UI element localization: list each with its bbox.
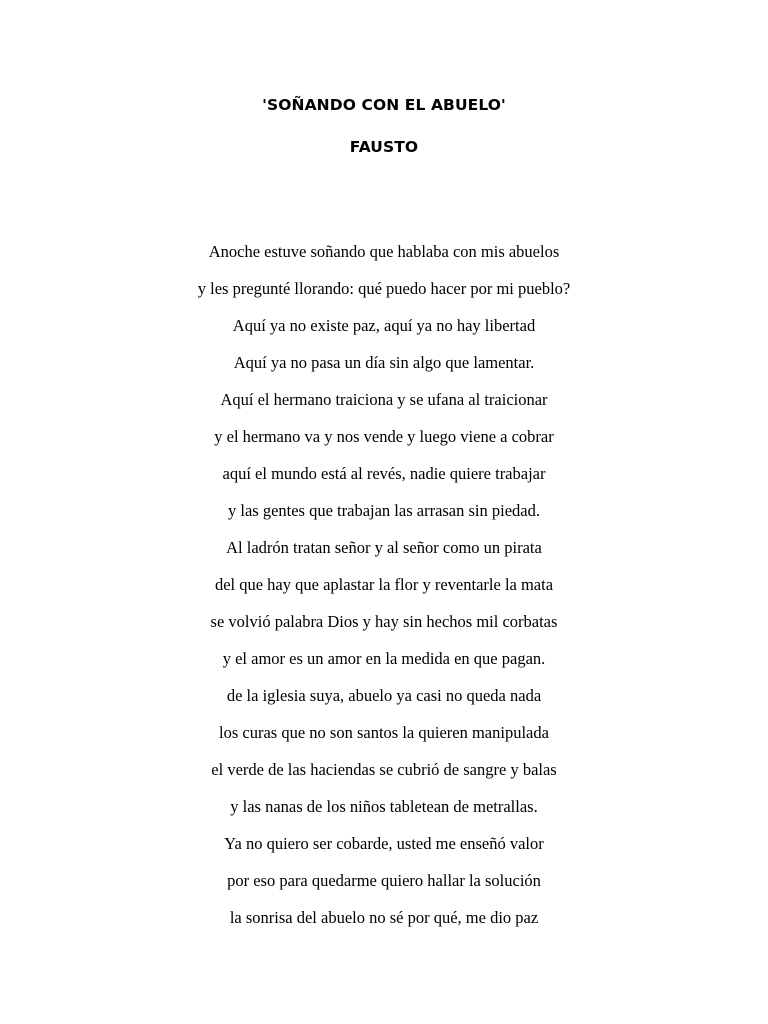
poem-line: por eso para quedarme quiero hallar la solución <box>227 871 541 890</box>
poem-line: los curas que no son santos la quieren manipulada <box>219 723 549 742</box>
poem-line: el verde de las haciendas se cubrió de sangre y balas <box>211 760 557 779</box>
poem-line: Aquí el hermano traiciona y se ufana al traicionar <box>220 390 548 409</box>
poem-title: 'SOÑANDO CON EL ABUELO' <box>262 96 506 114</box>
poem-line: y les pregunté llorando: qué puedo hacer por mi pueblo? <box>197 279 571 298</box>
poem-line: la sonrisa del abuelo no sé por qué, me dio paz <box>229 908 539 927</box>
poem-line: y el hermano va y nos vende y luego viene a cobrar <box>214 427 554 446</box>
poem-line: Aquí ya no existe paz, aquí ya no hay libertad <box>232 316 536 335</box>
poem-line: y las gentes que trabajan las arrasan sin piedad. <box>227 501 540 520</box>
poem-line: y el amor es un amor en la medida en que pagan. <box>222 649 546 668</box>
poem-author: FAUSTO <box>349 138 419 156</box>
poem-line: aquí el mundo está al revés, nadie quiere trabajar <box>222 464 546 483</box>
poem-line: y las nanas de los niños tabletean de metrallas. <box>230 797 538 816</box>
poem-line: Ya no quiero ser cobarde, usted me enseñó valor <box>224 834 544 853</box>
poem-line: Aquí ya no pasa un día sin algo que lamentar. <box>233 353 535 372</box>
poem-line: se volvió palabra Dios y hay sin hechos mil corbatas <box>210 612 558 631</box>
poem-body <box>0 240 768 943</box>
poem-line: Al ladrón tratan señor y al señor como un pirata <box>226 538 542 557</box>
poem-line: de la iglesia suya, abuelo ya casi no queda nada <box>226 686 542 705</box>
poem-line: del que hay que aplastar la flor y reventarle la mata <box>214 575 554 594</box>
poem-line: Anoche estuve soñando que hablaba con mis abuelos <box>208 242 560 261</box>
